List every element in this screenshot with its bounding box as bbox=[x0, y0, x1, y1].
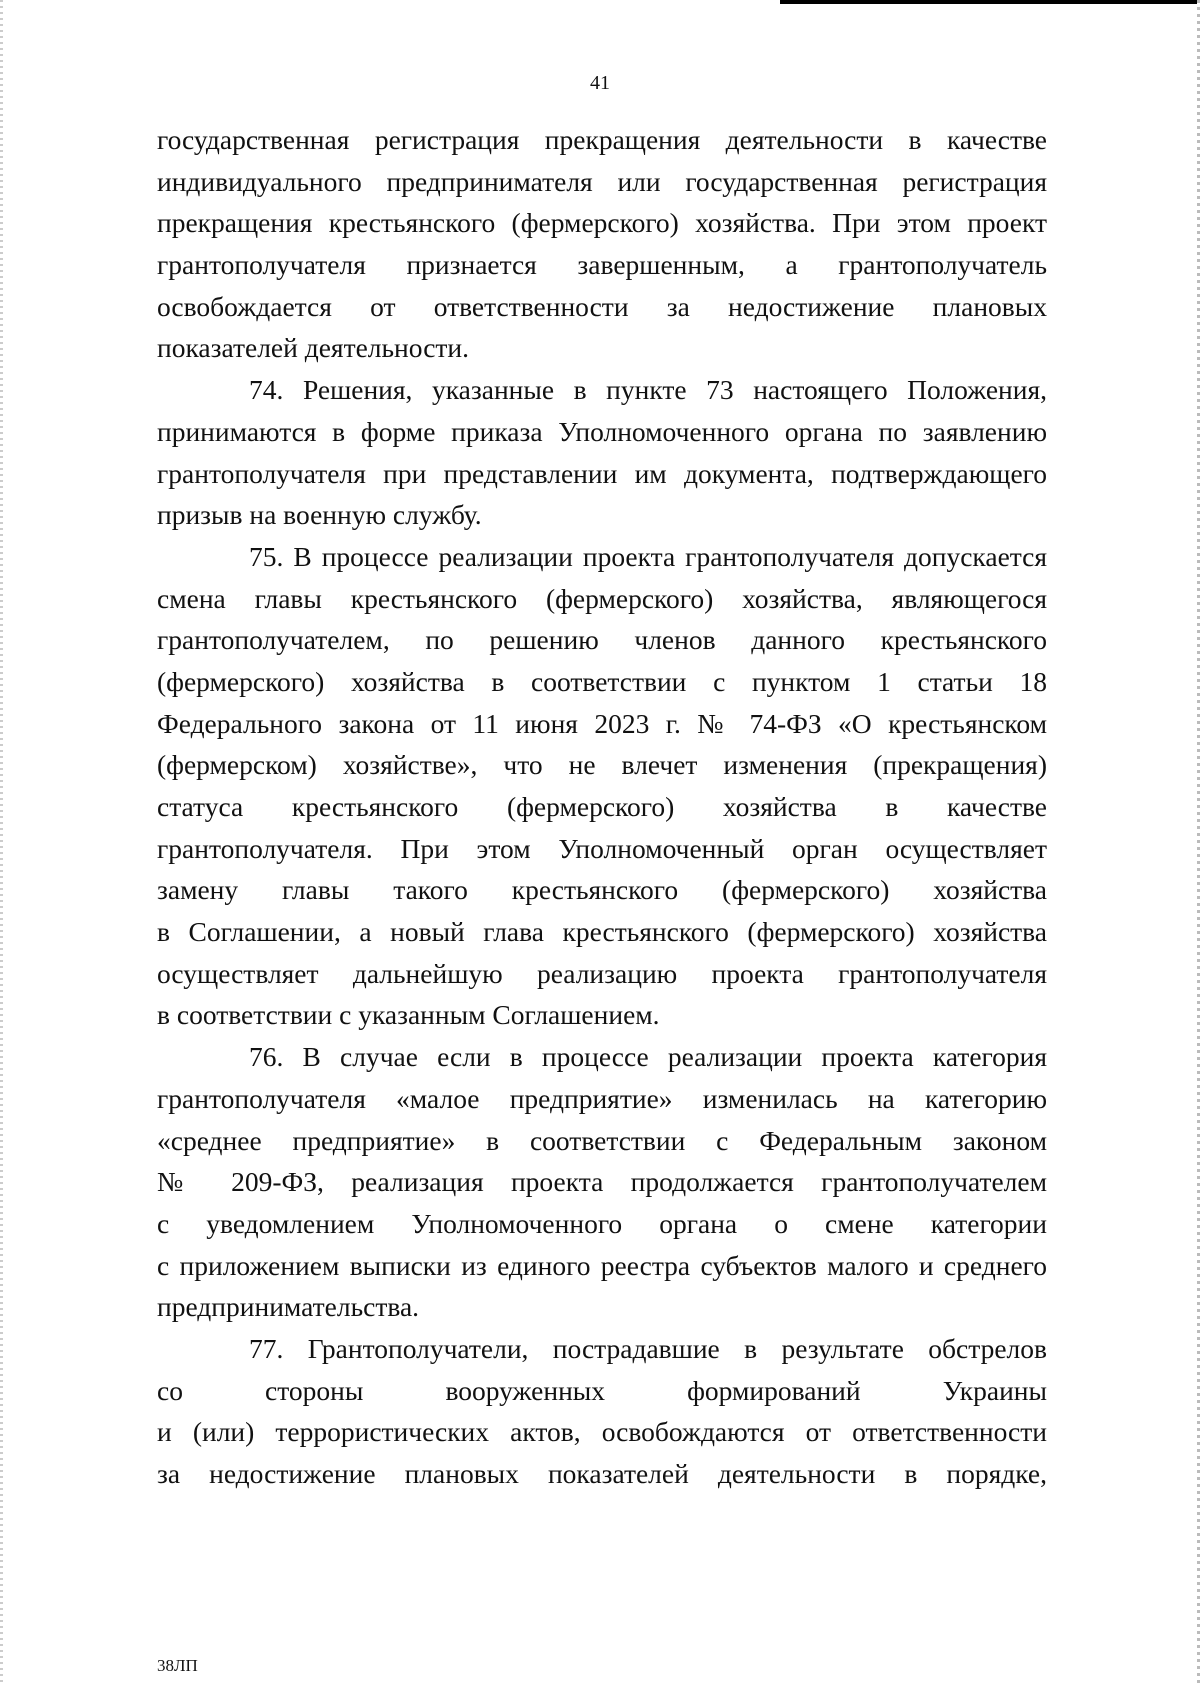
text-line: «среднее предприятие» в соответствии с Федеральным законом bbox=[157, 1124, 1047, 1156]
scan-left-edge bbox=[0, 0, 3, 1686]
text-line: в Соглашении, а новый глава крестьянского (фермерского) хозяйства bbox=[157, 916, 1047, 948]
text-line: замену главы такого крестьянского (фермерского) хозяйства bbox=[157, 874, 1047, 906]
text-line: (фермерском) хозяйстве», что не влечет изменения (прекращения) bbox=[157, 749, 1047, 781]
text-line: Федерального закона от 11 июня 2023 г. № 74-ФЗ «О крестьянском bbox=[157, 707, 1047, 739]
text-line: 77. Грантополучатели, пострадавшие в результате обстрелов bbox=[249, 1332, 1047, 1364]
text-line: 74. Решения, указанные в пункте 73 настоящего Положения, bbox=[249, 374, 1047, 406]
text-line: и (или) террористических актов, освобождаются от ответственности bbox=[157, 1416, 1047, 1448]
text-line: в соответствии с указанным Соглашением. bbox=[157, 999, 660, 1031]
text-line: освобождается от ответственности за недостижение плановых bbox=[157, 290, 1047, 322]
footer-code: 38ЛП bbox=[157, 1656, 198, 1675]
text-line: со стороны вооруженных формирований Украины bbox=[157, 1374, 1047, 1406]
text-line: грантополучателем, по решению членов данного крестьянского bbox=[157, 624, 1047, 656]
document-body bbox=[157, 119, 1047, 1495]
text-line: осуществляет дальнейшую реализацию проекта грантополучателя bbox=[157, 957, 1047, 989]
text-line: 75. В процессе реализации проекта грантополучателя допускается bbox=[249, 540, 1047, 572]
text-line: грантополучателя. При этом Уполномоченный орган осуществляет bbox=[157, 832, 1047, 864]
text-line: 76. В случае если в процессе реализации проекта категория bbox=[249, 1041, 1047, 1073]
paragraph bbox=[157, 536, 1047, 1036]
text-line: прекращения крестьянского (фермерского) хозяйства. При этом проект bbox=[157, 207, 1047, 239]
text-line: предпринимательства. bbox=[157, 1291, 420, 1323]
text-line: призыв на военную службу. bbox=[157, 499, 482, 531]
page-number: 41 bbox=[590, 72, 610, 94]
paragraph bbox=[157, 369, 1047, 536]
text-line: с уведомлением Уполномоченного органа о смене категории bbox=[157, 1207, 1047, 1239]
text-line: показателей деятельности. bbox=[157, 332, 470, 364]
text-line: грантополучателя признается завершенным, а грантополучатель bbox=[157, 249, 1047, 281]
text-line: за недостижение плановых показателей деятельности в порядке, bbox=[157, 1458, 1047, 1489]
paragraph bbox=[157, 1328, 1047, 1495]
paragraph bbox=[157, 119, 1047, 369]
text-line: № 209-ФЗ, реализация проекта продолжается грантополучателем bbox=[157, 1166, 1047, 1198]
text-line: грантополучателя при представлении им документа, подтверждающего bbox=[157, 457, 1047, 489]
text-line: (фермерского) хозяйства в соответствии с пунктом 1 статьи 18 bbox=[157, 665, 1047, 697]
text-line: принимаются в форме приказа Уполномоченного органа по заявлению bbox=[157, 415, 1047, 447]
text-line: с приложением выписки из единого реестра субъектов малого и среднего bbox=[157, 1249, 1047, 1281]
scan-top-border bbox=[780, 0, 1200, 4]
text-line: статуса крестьянского (фермерского) хозяйства в качестве bbox=[157, 791, 1047, 822]
text-line: индивидуального предпринимателя или государственная регистрация bbox=[157, 165, 1047, 197]
text-line: государственная регистрация прекращения деятельности в качестве bbox=[157, 124, 1047, 155]
paragraph bbox=[157, 1036, 1047, 1328]
text-line: грантополучателя «малое предприятие» изменилась на категорию bbox=[157, 1082, 1047, 1114]
text-line: смена главы крестьянского (фермерского) хозяйства, являющегося bbox=[157, 582, 1047, 614]
